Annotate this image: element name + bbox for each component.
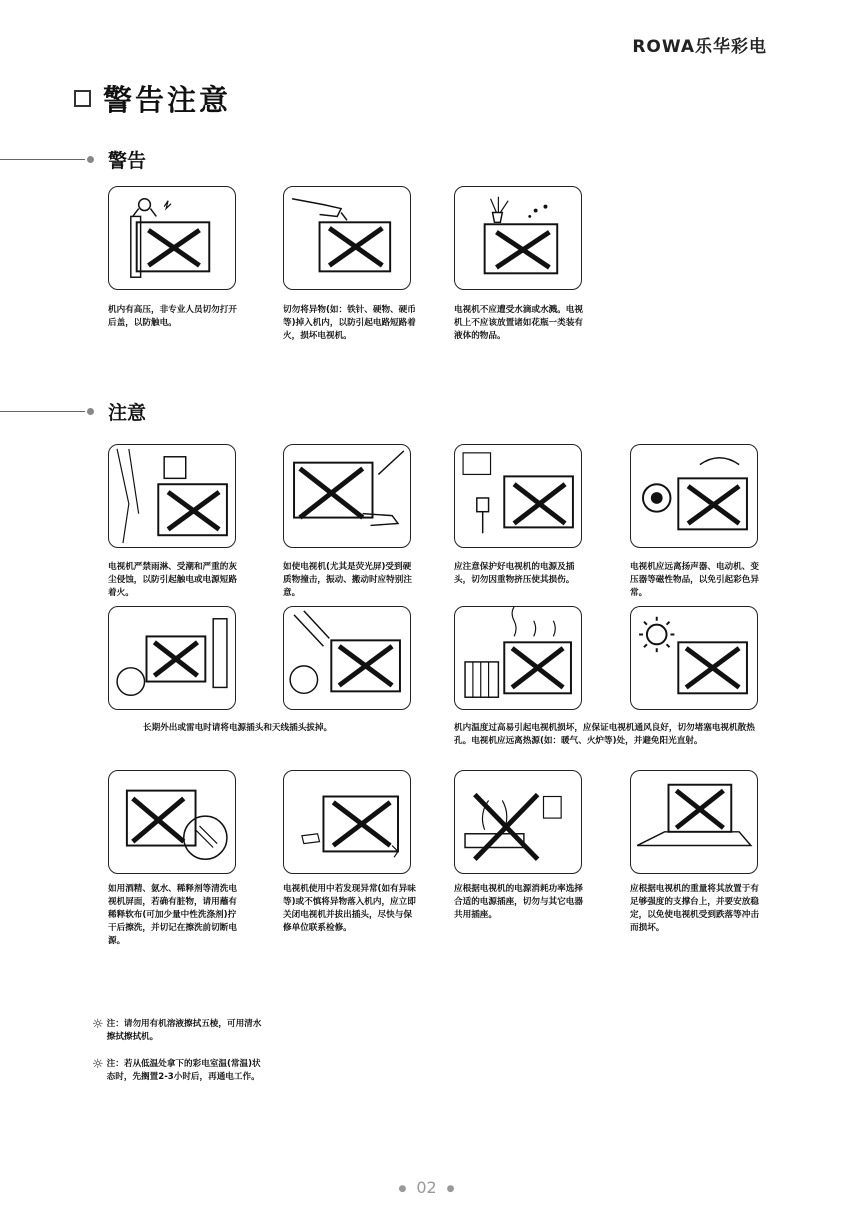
warning-section-header: [0, 146, 146, 173]
dot-icon: ●: [446, 1183, 455, 1194]
page-title-text: 警告注意: [103, 83, 232, 117]
dot-icon: ●: [398, 1183, 407, 1194]
page-number-text: 02: [416, 1178, 437, 1197]
caution-caption-3: 应注意保护好电视机的电源及插头，切勿因重物挤压使其损伤。: [454, 562, 575, 585]
bullet-icon: [87, 408, 94, 415]
title-checkbox-icon: [74, 90, 91, 107]
caution-illustration-9: [108, 770, 236, 874]
caution-caption-9: 如用酒精、氨水、稀释剂等清洗电视机屏面，若确有脏物，请用蘸有稀释软布(可加少量中性洗涤剂)拧干后擦洗，并切记在擦洗前切断电源。: [108, 884, 237, 946]
bullet-icon: [87, 156, 94, 163]
caution-illustration-6: [283, 606, 411, 710]
caution-illustration-1: [108, 444, 236, 548]
caution-caption-12: 应根据电视机的重量将其放置于有足够强度的支撑台上，并要安放稳定，以免使电视机受到跌落等冲击而损坏。: [630, 884, 759, 933]
note-2-text: 注：若从低温处拿下的彩电室温(常温)状态时，先搁置2-3小时后，再通电工作。: [106, 1059, 261, 1082]
warning-illustration-3: [454, 186, 582, 290]
warning-caption-1: 机内有高压，非专业人员切勿打开后盖，以防触电。: [108, 305, 237, 328]
warning-caption-3: 电视机不应遭受水滴或水溅。电视机上不应该放置诸如花瓶一类装有液体的物品。: [454, 305, 583, 341]
caution-caption-7-8: 机内温度过高易引起电视机损坏，应保证电视机通风良好，切勿堵塞电视机散热孔。电视机应远离热源(如：暖气、火炉等)处，并避免阳光直射。: [454, 723, 755, 746]
caution-caption-5-6: 长期外出或雷电时请将电源插头和天线插头拔掉。: [143, 723, 333, 733]
caution-illustration-7: [454, 606, 582, 710]
warning-illustration-1: [108, 186, 236, 290]
brand-logo: ROWA乐华彩电: [632, 37, 767, 57]
caution-illustration-8: [630, 606, 758, 710]
note-1: [92, 1018, 262, 1044]
caution-illustration-4: [630, 444, 758, 548]
section-rule: [0, 411, 85, 412]
section-rule: [0, 159, 85, 160]
caution-section-title: 注意: [108, 402, 147, 424]
caution-illustration-2: [283, 444, 411, 548]
caution-caption-11: 应根据电视机的电源消耗功率选择合适的电源插座，切勿与其它电器共用插座。: [454, 884, 583, 920]
caution-illustration-10: [283, 770, 411, 874]
caution-illustration-11: [454, 770, 582, 874]
caution-caption-10: 电视机使用中若发现异常(如有异味等)或不慎将异物落入机内，应立即关闭电视机并拔出插头，尽快与保修单位联系检修。: [283, 884, 416, 933]
caution-illustration-5: [108, 606, 236, 710]
page-number: [0, 1178, 853, 1197]
sparkle-icon: ☼: [92, 1057, 104, 1072]
page-title: [74, 78, 231, 119]
warning-illustration-2: [283, 186, 411, 290]
caution-section-header: [0, 398, 146, 425]
caution-caption-1: 电视机严禁雨淋、受潮和严重的灰尘侵蚀，以防引起触电或电源短路着火。: [108, 562, 237, 598]
note-2: [92, 1058, 262, 1084]
warning-section-title: 警告: [108, 150, 147, 172]
warning-caption-2: 切勿将异物(如：铁针、硬物、硬币等)掉入机内，以防引起电路短路着火，损坏电视机。: [283, 305, 416, 341]
caution-caption-4: 电视机应远离扬声器、电动机、变压器等磁性物品，以免引起彩色异常。: [630, 562, 759, 598]
sparkle-icon: ☼: [92, 1017, 104, 1032]
caution-caption-2: 如使电视机(尤其是荧光屏)受到硬质物撞击，振动、搬动时应特别注意。: [283, 562, 412, 598]
caution-illustration-12: [630, 770, 758, 874]
note-1-text: 注：请勿用有机溶液擦拭五棱，可用清水擦拭擦拭机。: [106, 1019, 262, 1042]
caution-illustration-3: [454, 444, 582, 548]
